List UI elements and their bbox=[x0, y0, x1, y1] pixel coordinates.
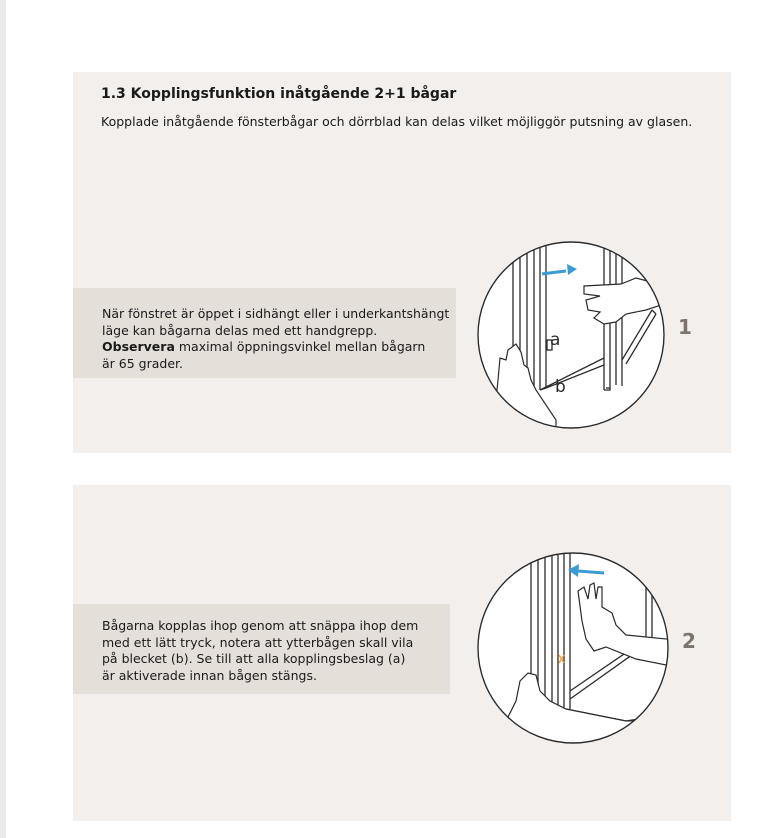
step-2-line-2: med ett lätt tryck, notera att ytterbågen skall vila bbox=[102, 634, 414, 650]
instruction-panel-2 bbox=[73, 485, 731, 821]
step-2-line-3: på blecket (b). Se till att alla kopplingsbeslag (a) bbox=[102, 651, 406, 666]
step-1-description bbox=[102, 306, 449, 372]
step-1-line-3 bbox=[102, 339, 449, 356]
step-2-number: 2 bbox=[682, 629, 696, 653]
step-2-description bbox=[102, 618, 418, 684]
step-1-line-4: är 65 grader. bbox=[102, 355, 183, 371]
page-left-edge bbox=[0, 0, 6, 838]
step-2-line-4: är aktiverade innan bågen stängs. bbox=[102, 667, 317, 683]
section-intro: Kopplade inåtgående fönsterbågar och dörrblad kan delas vilket möjliggör putsning av glasen. bbox=[101, 114, 693, 129]
step-1-line-2: läge kan bågarna delas med ett handgrepp. bbox=[102, 322, 378, 338]
step-1-line-1: När fönstret är öppet i sidhängt eller i underkantshängt bbox=[102, 306, 450, 321]
label-a: a bbox=[550, 330, 561, 350]
step-1-illustration bbox=[476, 240, 666, 430]
step-1-number: 1 bbox=[678, 315, 692, 339]
step-2-illustration bbox=[476, 551, 670, 745]
label-b: b bbox=[555, 377, 566, 397]
step-2-line-1: Bågarna kopplas ihop genom att snäppa ihop dem bbox=[102, 618, 419, 633]
section-title: 1.3 Kopplingsfunktion inåtgående 2+1 bågar bbox=[101, 86, 457, 102]
step-2-note-box bbox=[73, 604, 450, 694]
step-1-emphasis: Observera bbox=[102, 339, 175, 354]
step-1-line-3-rest: maximal öppningsvinkel mellan bågarn bbox=[174, 339, 426, 354]
instruction-panel-1 bbox=[73, 72, 731, 453]
step-1-note-box bbox=[73, 288, 456, 378]
